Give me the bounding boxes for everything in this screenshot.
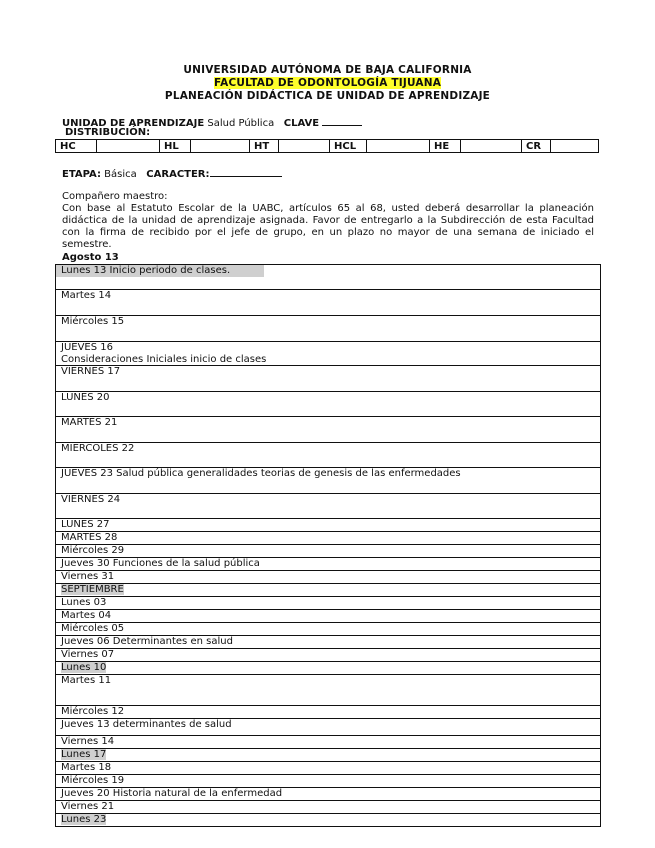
schedule-row (56, 545, 600, 558)
schedule-row (56, 636, 600, 649)
schedule-row (56, 775, 600, 788)
schedule-day-text: Jueves 13 determinantes de salud (61, 719, 232, 730)
hl-label: HL (160, 140, 191, 153)
schedule-row (56, 597, 600, 610)
schedule-day-text: Miércoles 12 (61, 706, 125, 717)
schedule-day-text: Miércoles 15 (61, 316, 125, 327)
schedule-day-text: Viernes 07 (61, 649, 115, 660)
hl-value[interactable] (191, 140, 250, 153)
schedule-row (56, 392, 600, 417)
schedule-day-text: Lunes 03 (61, 597, 107, 608)
schedule-day-text: MARTES 21 (61, 417, 118, 428)
cr-value[interactable] (551, 140, 599, 153)
schedule-day-text: Miércoles 29 (61, 545, 125, 556)
schedule-day-text: Viernes 14 (61, 736, 115, 747)
schedule-row (56, 571, 600, 584)
schedule-row (56, 417, 600, 443)
etapa-label: ETAPA: (62, 169, 101, 180)
schedule-day-text: LUNES 27 (61, 519, 110, 530)
schedule-table (55, 264, 601, 827)
schedule-row (56, 316, 600, 342)
schedule-day-text: Lunes 13 Inicio periodo de clases. (61, 265, 231, 276)
schedule-row (56, 494, 600, 519)
schedule-row (56, 342, 600, 366)
schedule-row (56, 468, 600, 494)
schedule-day-text: Miércoles 19 (61, 775, 125, 786)
schedule-row (56, 558, 600, 571)
clave-label: CLAVE (283, 118, 320, 129)
schedule-topic-text: Consideraciones Iniciales inicio de clases (61, 354, 267, 365)
schedule-day-text: Martes 04 (61, 610, 112, 621)
schedule-row (56, 265, 600, 290)
greeting: Compañero maestro: (62, 191, 168, 202)
distribution-label: DISTRIBUCIÓN: (65, 127, 151, 138)
schedule-row (56, 675, 600, 706)
schedule-row (56, 719, 600, 736)
schedule-row (56, 584, 600, 597)
schedule-row (56, 649, 600, 662)
schedule-row (56, 532, 600, 545)
faculty-title (0, 77, 655, 89)
he-label: HE (430, 140, 461, 153)
schedule-day-text: Martes 14 (61, 290, 112, 301)
clave-field[interactable] (322, 115, 362, 126)
schedule-row (56, 749, 600, 762)
schedule-row (56, 814, 600, 827)
hcl-label: HCL (330, 140, 367, 153)
document-title: PLANEACIÓN DIDÁCTICA DE UNIDAD DE APRENDIZAJE (164, 90, 491, 102)
he-value[interactable] (461, 140, 522, 153)
unit-label: UNIDAD DE APRENDIZAJE (62, 118, 205, 129)
schedule-day-text: JUEVES 16 (61, 342, 113, 353)
ht-label: HT (250, 140, 279, 153)
schedule-row (56, 662, 600, 675)
schedule-day-text: Martes 18 (61, 762, 112, 773)
hcl-value[interactable] (367, 140, 430, 153)
schedule-day-text: Jueves 06 Determinantes en salud (61, 636, 233, 647)
ht-value[interactable] (279, 140, 330, 153)
distribution-table (55, 139, 599, 153)
schedule-row (56, 762, 600, 775)
schedule-row (56, 623, 600, 636)
schedule-day-text: Jueves 30 Funciones de la salud pública (61, 558, 260, 569)
caracter-label: CARACTER: (146, 169, 210, 180)
schedule-day-text: Viernes 21 (61, 801, 115, 812)
schedule-row (56, 290, 600, 316)
schedule-row (56, 788, 600, 801)
schedule-row (56, 366, 600, 392)
schedule-row (56, 706, 600, 719)
etapa-value: Básica (104, 169, 137, 180)
schedule-day-text: Lunes 17 (61, 749, 107, 760)
schedule-day-text: SEPTIEMBRE (61, 584, 124, 595)
schedule-day-text: JUEVES 23 Salud pública generalidades teorias de genesis de las enfermedades (61, 468, 461, 479)
stage-line (62, 166, 282, 180)
schedule-row (56, 610, 600, 623)
schedule-day-text: Martes 11 (61, 675, 112, 686)
schedule-day-text: VIERNES 17 (61, 366, 121, 377)
faculty-title-text: FACULTAD DE ODONTOLOGÍA TIJUANA (213, 77, 442, 89)
schedule-day-text: Miércoles 05 (61, 623, 125, 634)
schedule-row (56, 443, 600, 468)
schedule-row (56, 801, 600, 814)
schedule-day-text: Viernes 31 (61, 571, 115, 582)
schedule-day-text: VIERNES 24 (61, 494, 121, 505)
hc-label: HC (56, 140, 97, 153)
caracter-field[interactable] (210, 166, 282, 177)
unit-value: Salud Pública (207, 118, 275, 129)
schedule-row (56, 736, 600, 749)
hc-value[interactable] (97, 140, 160, 153)
month-label: Agosto 13 (62, 252, 119, 263)
instruction-paragraph: Con base al Estatuto Escolar de la UABC, artículos 65 al 68, usted deberá desarrollar la planeación didáctica de la unidad de aprendizaje asignada. Favor de entregarlo a la Subdirección de esta Facultad con la firma de recibido por el jefe de grupo, en un plazo no mayor de una semana de iniciado el semestre. (62, 203, 594, 250)
schedule-day-text: MIERCOLES 22 (61, 443, 135, 454)
cr-label: CR (522, 140, 551, 153)
schedule-day-text: LUNES 20 (61, 392, 110, 403)
university-title: UNIVERSIDAD AUTÓNOMA DE BAJA CALIFORNIA (183, 64, 472, 76)
schedule-day-text: Lunes 23 (61, 814, 107, 825)
schedule-day-text: MARTES 28 (61, 532, 118, 543)
schedule-day-text: Jueves 20 Historia natural de la enfermedad (61, 788, 283, 799)
schedule-day-text: Lunes 10 (61, 662, 107, 673)
schedule-row (56, 519, 600, 532)
